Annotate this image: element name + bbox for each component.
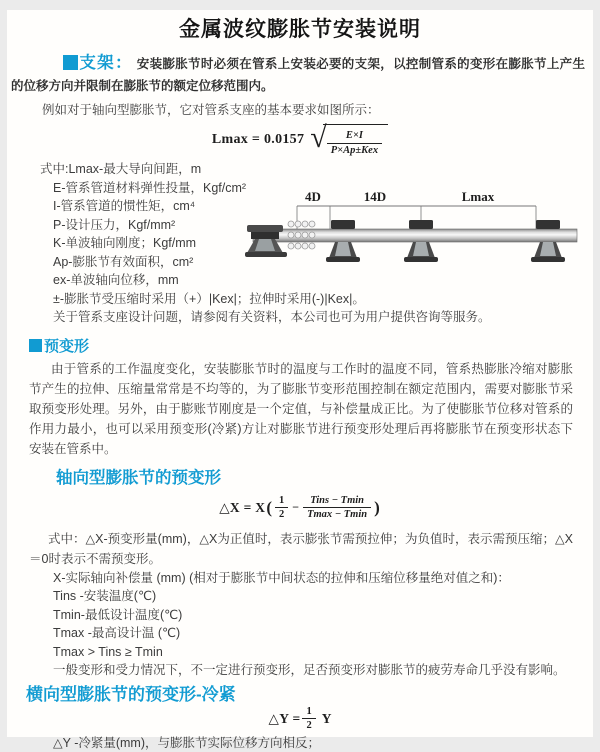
guide-spacing-formula (7, 124, 593, 156)
formula-definitions (29, 160, 593, 327)
dim-label-lmax: Lmax (462, 189, 495, 204)
definition-line: ±-膨胀节受压缩时采用（+）|Kex|；拉伸时采用(-)|Kex|。 (29, 290, 593, 309)
definition-line: Ap-膨胀节有效面积，cm² (29, 253, 593, 272)
fraction-denominator: 2 (302, 718, 315, 732)
example-paragraph: 例如对于轴向型膨胀节，它对管系支座的基本要求如图所示： (29, 100, 593, 120)
fraction-numerator: Tins − Tmin (306, 494, 368, 507)
fraction-numerator: 1 (302, 705, 315, 718)
radicand (323, 124, 388, 156)
page-title: 金属波纹膨胀节安装说明 (7, 16, 593, 44)
close-paren: ) (374, 498, 380, 518)
radical-sign: √ (310, 123, 326, 153)
fraction-numerator: 1 (275, 494, 288, 507)
formula-lhs: △X = X (219, 500, 265, 516)
definition-line: Tmax -最高设计温 (℃) (29, 624, 593, 643)
support-heading: 支架： (79, 54, 133, 72)
definition-line: 式中:Lmax-最大导向间距，m (29, 160, 593, 179)
lateral-definition-lines (29, 734, 593, 752)
fraction-numerator: E×I (342, 129, 367, 142)
fraction-denominator: Tmax − Tmin (303, 507, 371, 521)
axial-definition-lines (29, 569, 593, 680)
fraction-denominator: 2 (275, 507, 288, 521)
predeform-paragraph: 由于管系的工作温度变化，安装膨胀节时的温度与工作时的温度不同，管系热膨胀冷缩对膨胀节产生的拉伸、压缩量常常是不均等的，为了膨胀节变形范围控制在额定范围内，需要对膨胀节采取预变形处理。另外，由于膨账节刚度是一个定值，与补偿量成正比。为了使膨胀节位移对管系的作用力最小，也可以采用预变形(冷紧)方让对膨胀节进行预变形处理后再将膨胀节在预变形状态下安装在管系中。 (29, 359, 573, 459)
definition-line: Tins -安装温度(℃) (29, 587, 593, 606)
pipe (253, 229, 577, 242)
formula-lhs: △Y = (269, 711, 301, 727)
definition-line: ex-单波轴向位移，mm (29, 271, 593, 290)
dim-label-4d: 4D (305, 189, 321, 204)
definition-line: Tmin-最低设计温度(℃) (29, 606, 593, 625)
predeform-heading (29, 337, 593, 357)
definition-line: K-单波轴向刚度；Kgf/mm (29, 234, 593, 253)
definition-line: Tmax > Tins ≥ Tmin (29, 643, 593, 662)
fraction-half (302, 705, 315, 732)
lateral-coldtight-formula (7, 706, 593, 732)
definition-line: I-管系管道的惯性矩，cm⁴ (29, 197, 593, 216)
definition-line: 关于管系支座设计问题，请参阅有关资料，本公司也可为用户提供咨询等服务。 (29, 308, 593, 327)
definition-line: P-设计压力，Kgf/mm² (29, 216, 593, 235)
fraction-half (275, 494, 288, 521)
open-paren: ( (266, 498, 272, 518)
dim-label-14d: 14D (364, 189, 386, 204)
predeform-heading-label: 预变形 (44, 338, 89, 355)
axial-heading: 轴向型膨胀节的预变形 (56, 467, 593, 489)
section-marker-icon (29, 339, 42, 352)
support-diagram (245, 185, 585, 281)
definition-line: X-实际轴向补偿量 (mm) (相对于膨胀节中间状态的拉伸和压缩位移量绝对值之和)： (29, 569, 593, 588)
axial-note-paragraph: 式中：△X-预变形量(mm)，△X为正值时，表示膨张节需预拉伸；为负值时，表示需预压缩；△X＝0时表示不需预变形。 (29, 529, 573, 569)
document-page (7, 10, 593, 737)
axial-predeform-formula (7, 489, 593, 527)
definition-line: 一般变形和受力情况下，不一定进行预变形，足否预变形对膨胀节的疲劳寿命几乎没有影响。 (29, 661, 593, 680)
lateral-heading: 横向型膨胀节的预变形-冷紧 (26, 684, 593, 706)
support-text: 安装膨胀节时必须在管系上安装必要的支架，以控制管系的变形在膨胀节上产生的位移方向并限制在膨胀节的额定位移范围内。 (11, 57, 585, 93)
fraction-denominator: P×Ap±Kex (327, 143, 382, 157)
formula-lhs: Lmax = 0.0157 (212, 132, 304, 148)
formula-rhs: Y (322, 711, 332, 727)
support-paragraph (11, 52, 585, 97)
definition-line: △Y -冷紧量(mm)，与膨胀节实际位移方向相反； (29, 734, 593, 752)
section-marker-icon (63, 55, 78, 70)
definition-line: E-管系管道材料弹性投量，Kgf/cm² (29, 179, 593, 198)
fraction (327, 129, 382, 156)
fraction-temperature (303, 494, 371, 521)
minus-sign: − (292, 500, 299, 515)
